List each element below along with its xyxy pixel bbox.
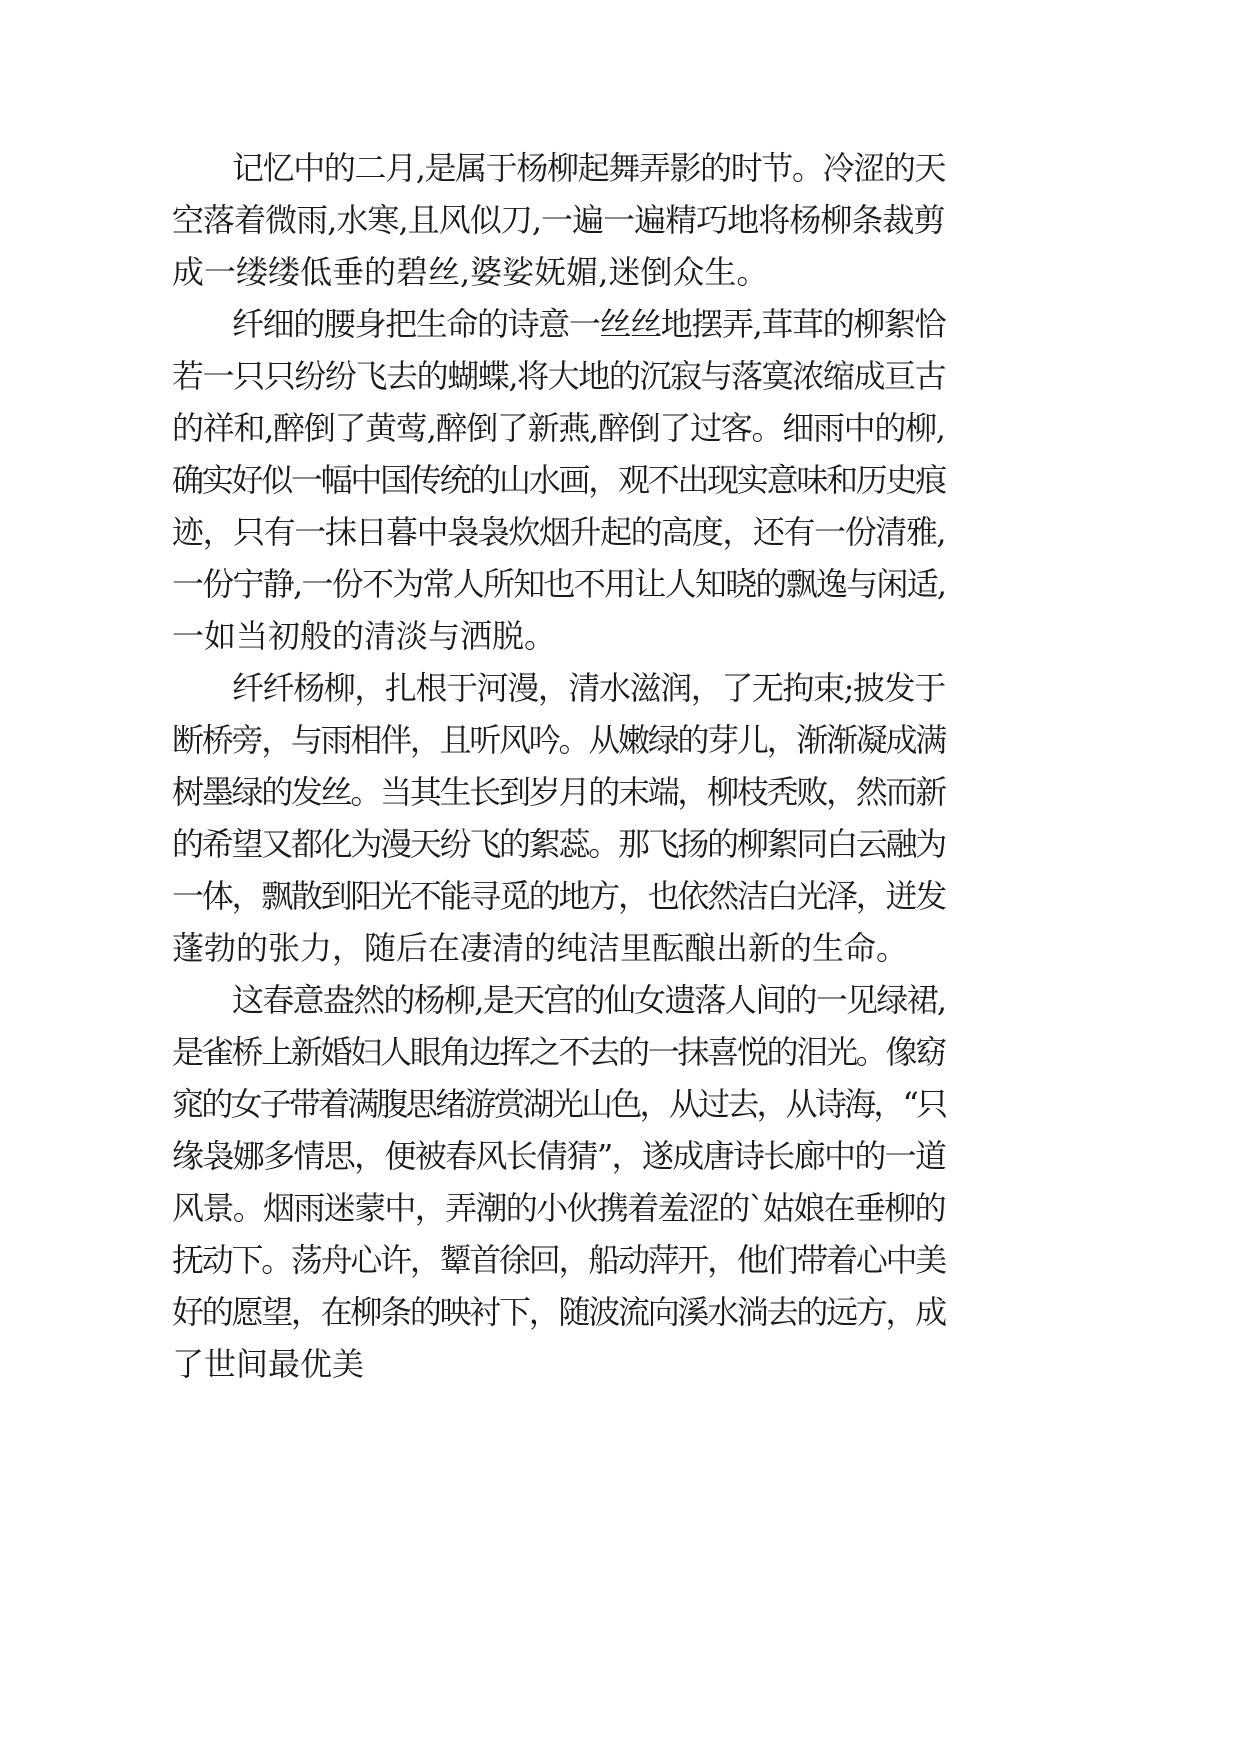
- paragraph-3-line-5: 一体，飘散到阳光不能寻觅的地方，也依然洁白光泽，迸发: [172, 877, 946, 915]
- paragraph-2-line-2: 若一只只纷纷飞去的蝴蝶,将大地的沉寂与落寞浓缩成亘古: [172, 357, 946, 395]
- paragraph-4-line-4: 缘袅娜多情思，便被春风长倩猜”，遂成唐诗长廊中的一道: [172, 1137, 946, 1175]
- paragraph-1-line-3: 成一缕缕低垂的碧丝,婆娑妩媚,迷倒众生。: [172, 253, 769, 291]
- paragraph-3-line-3: 树墨绿的发丝。当其生长到岁月的末端，柳枝秃败，然而新: [172, 773, 946, 811]
- paragraph-2-line-7: 一如当初般的清淡与洒脱。: [172, 617, 557, 655]
- paragraph-4-line-6: 抚动下。荡舟心许，颦首徐回，船动萍开，他们带着心中美: [172, 1241, 946, 1279]
- paragraph-2-line-4: 确实好似一幅中国传统的山水画，观不出现实意味和历史痕: [172, 461, 946, 499]
- paragraph-4-line-5: 风景。烟雨迷蒙中，弄潮的小伙携着羞涩的`姑娘在垂柳的: [172, 1189, 946, 1227]
- paragraph-4-line-3: 窕的女子带着满腹思绪游赏湖光山色，从过去，从诗海，“只: [172, 1085, 946, 1123]
- paragraph-1-line-2: 空落着微雨,水寒,且风似刀,一遍一遍精巧地将杨柳条裁剪: [172, 201, 945, 239]
- paragraph-3-line-2: 断桥旁，与雨相伴，且听风吟。从嫩绿的芽儿，渐渐凝成满: [172, 721, 946, 759]
- paragraph-2-line-5: 迹，只有一抹日暮中袅袅炊烟升起的高度，还有一份清雅,: [172, 513, 946, 551]
- paragraph-4-line-2: 是雀桥上新婚妇人眼角边挥之不去的一抹喜悦的泪光。像窈: [172, 1033, 946, 1071]
- paragraph-1-line-1: 记忆中的二月,是属于杨柳起舞弄影的时节。冷涩的天: [232, 149, 946, 187]
- paragraph-3-line-1: 纤纤杨柳，扎根于河漫，清水滋润，了无拘束;披发于: [232, 669, 945, 707]
- paragraph-3-line-6: 蓬勃的张力，随后在凄清的纯洁里酝酿出新的生命。: [172, 929, 909, 967]
- paragraph-2-line-3: 的祥和,醉倒了黄莺,醉倒了新燕,醉倒了过客。细雨中的柳,: [172, 409, 945, 447]
- paragraph-4-line-8: 了世间最优美: [172, 1345, 365, 1383]
- paragraph-4-line-1: 这春意盎然的杨柳,是天宫的仙女遗落人间的一见绿裙,: [232, 981, 946, 1019]
- paragraph-4-line-7: 好的愿望，在柳条的映衬下，随波流向溪水淌去的远方，成: [172, 1293, 946, 1331]
- paragraph-2-line-1: 纤细的腰身把生命的诗意一丝丝地摆弄,茸茸的柳絮恰: [232, 305, 946, 343]
- paragraph-2-line-6: 一份宁静,一份不为常人所知也不用让人知晓的飘逸与闲适,: [172, 565, 946, 603]
- paragraph-3-line-4: 的希望又都化为漫天纷飞的絮蕊。那飞扬的柳絮同白云融为: [172, 825, 946, 863]
